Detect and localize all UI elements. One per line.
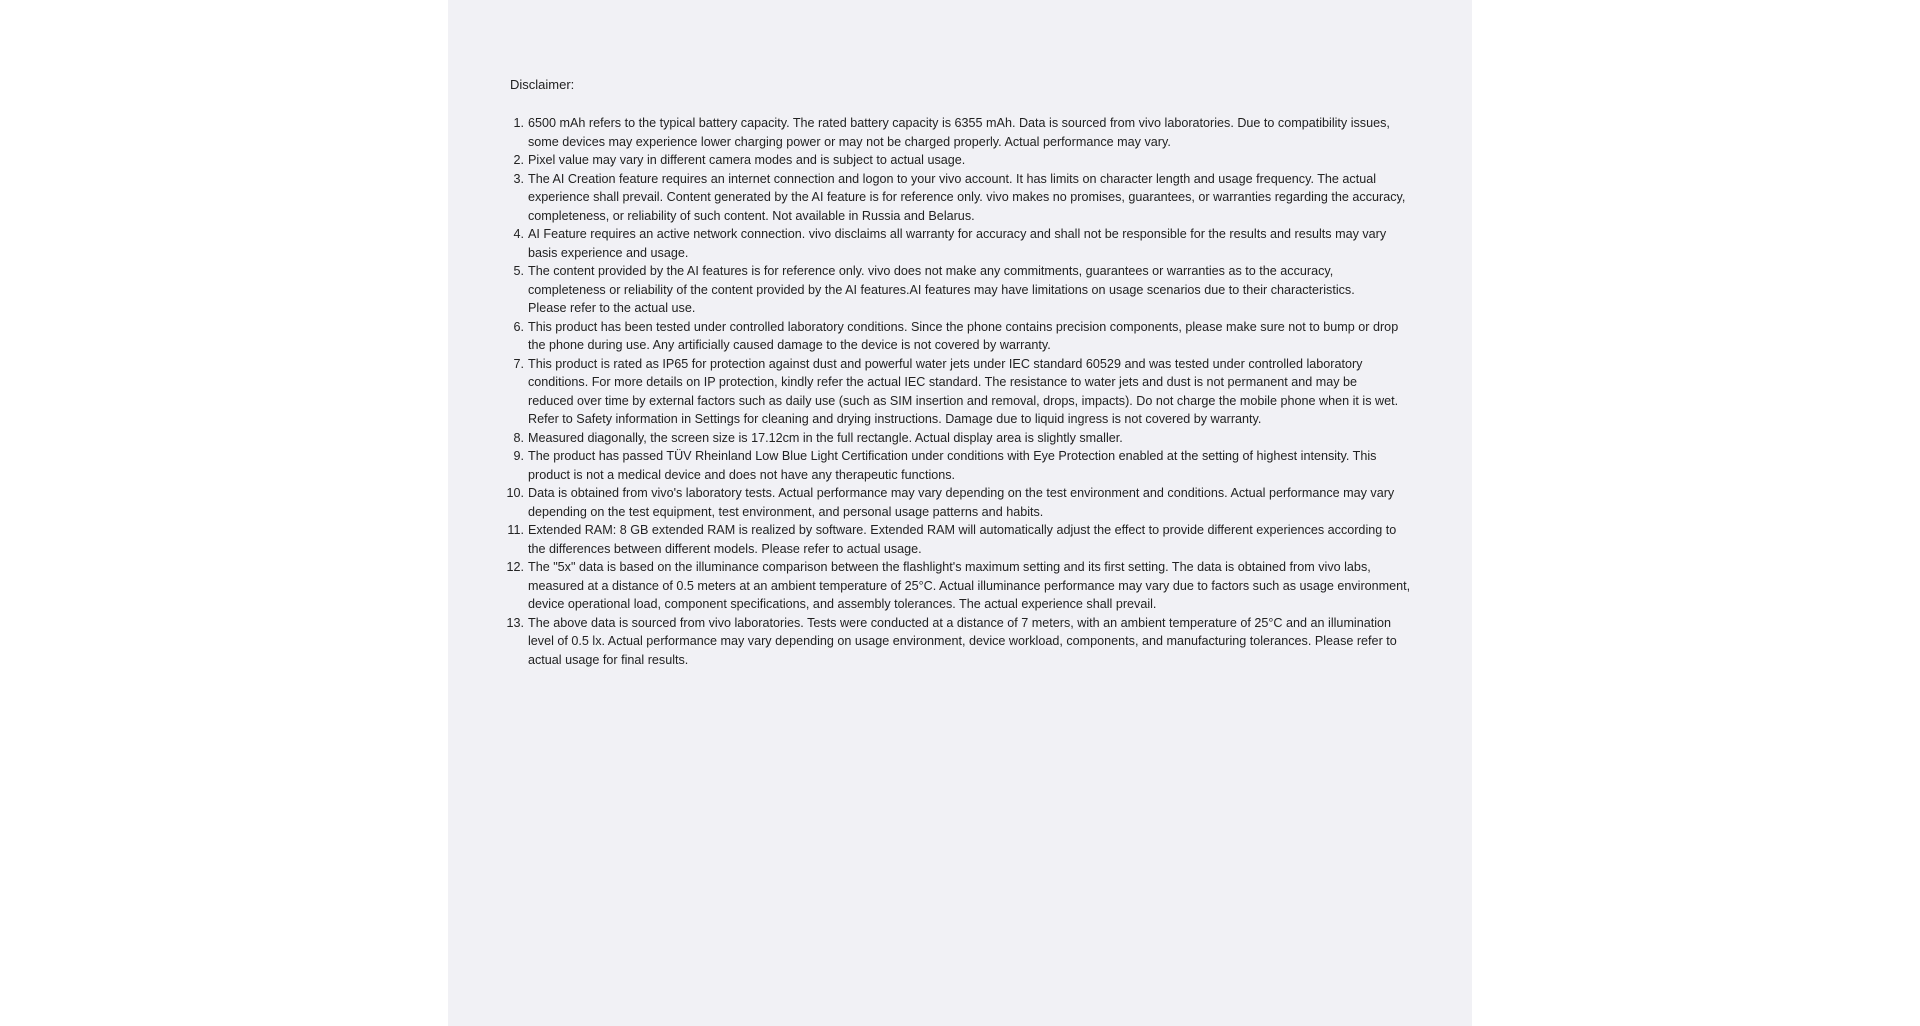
disclaimer-item-13 [506, 614, 1430, 670]
item-text: Pixel value may vary in different camera modes and is subject to actual usage. [528, 153, 966, 167]
item-number: 5. [513, 264, 524, 278]
disclaimer-item-11 [507, 521, 1430, 558]
disclaimer-list [506, 114, 1430, 669]
item-text: The AI Creation feature requires an internet connection and logon to your vivo account. It has limits on character length and usage frequency. The actual experience shall prevail. Content generated by the AI feature is for reference only. vivo makes no promises, guarantees, or warranties regarding the accuracy, completeness, or reliability of such content. Not available in Russia and Belarus. [528, 171, 1406, 223]
disclaimer-item-8 [510, 429, 1430, 448]
disclaimer-item-12 [506, 558, 1430, 614]
item-text: AI Feature requires an active network connection. vivo disclaims all warranty for accuracy and shall not be responsible for the results and results may vary basis experience and usage. [528, 227, 1387, 260]
item-number: 7. [513, 356, 524, 371]
item-text: The "5x" data is based on the illuminance comparison between the flashlight's maximum setting and its first setting. The data is obtained from vivo labs, measured at a distance of 0.5 meters at an ambient temperature of 25°C. Actual illuminance performance may vary due to factors such as usage environment, device operational load, component specifications, and assembly tolerances. The actual experience shall prevail. [528, 560, 1411, 611]
item-text: Measured diagonally, the screen size is 17.12cm in the full rectangle. Actual display area is slightly smaller. [528, 430, 1123, 445]
disclaimer-item-4 [510, 225, 1430, 262]
item-number: 12. [506, 560, 524, 574]
item-text: The above data is sourced from vivo laboratories. Tests were conducted at a distance of 7 meters, with an ambient temperature of 25°C and an illumination level of 0.5 lx. Actual performance may vary depending on usage environment, device workload, components, and manufacturing tolerances. Please refer to actual usage for final results. [528, 615, 1397, 667]
disclaimer-item-1 [510, 114, 1430, 151]
item-number: 1. [513, 116, 524, 130]
disclaimer-item-10 [506, 484, 1430, 521]
disclaimer-item-7 [510, 355, 1430, 429]
item-text: The product has passed TÜV Rheinland Low Blue Light Certification under conditions with Eye Protection enabled at the setting of highest intensity. This product is not a medical device and does not have any therapeutic functions. [528, 449, 1377, 482]
disclaimer-item-9 [510, 447, 1430, 484]
item-number: 13. [506, 615, 524, 630]
item-number: 11. [507, 523, 524, 537]
item-number: 3. [513, 171, 524, 186]
disclaimer-item-5 [510, 262, 1430, 318]
disclaimer-panel [448, 0, 1472, 1026]
disclaimer-heading: Disclaimer: [510, 77, 575, 92]
disclaimer-item-3 [510, 170, 1430, 226]
item-text: The content provided by the AI features is for reference only. vivo does not make any commitments, guarantees or warranties as to the accuracy, completeness or reliability of the content provided by the AI features.AI features may have limitations on usage scenarios due to their characteristics. Please refer to the actual use. [528, 264, 1355, 315]
item-number: 8. [513, 430, 524, 445]
disclaimer-item-6 [510, 318, 1430, 355]
disclaimer-content [506, 76, 1430, 669]
item-text: This product has been tested under controlled laboratory conditions. Since the phone contains precision components, please make sure not to bump or drop the phone during use. Any artificially caused damage to the device is not covered by warranty. [528, 319, 1399, 352]
item-number: 9. [513, 449, 524, 463]
item-number: 6. [513, 319, 524, 334]
disclaimer-item-2 [510, 151, 1430, 170]
item-text: Data is obtained from vivo's laboratory tests. Actual performance may vary depending on the test environment and conditions. Actual performance may vary depending on the test equipment, test environment, and personal usage patterns and habits. [528, 486, 1395, 519]
item-text: This product is rated as IP65 for protection against dust and powerful water jets under IEC standard 60529 and was tested under controlled laboratory conditions. For more details on IP protection, kindly refer the actual IEC standard. The resistance to water jets and dust is not permanent and may be reduced over time by external factors such as daily use (such as SIM insertion and removal, drops, impacts). Do not charge the mobile phone when it is wet. Refer to Safety information in Settings for cleaning and drying instructions. Damage due to liquid ingress is not covered by warranty. [528, 356, 1399, 426]
item-number: 10. [506, 486, 524, 500]
item-text: 6500 mAh refers to the typical battery capacity. The rated battery capacity is 6355 mAh. Data is sourced from vivo laboratories. Due to compatibility issues, some devices may experience lower charging power or may not be charged properly. Actual performance may vary. [528, 116, 1390, 149]
item-text: Extended RAM: 8 GB extended RAM is realized by software. Extended RAM will automatically adjust the effect to provide different experiences according to the differences between different models. Please refer to actual usage. [528, 523, 1397, 556]
item-number: 4. [513, 227, 524, 241]
item-number: 2. [513, 153, 524, 167]
